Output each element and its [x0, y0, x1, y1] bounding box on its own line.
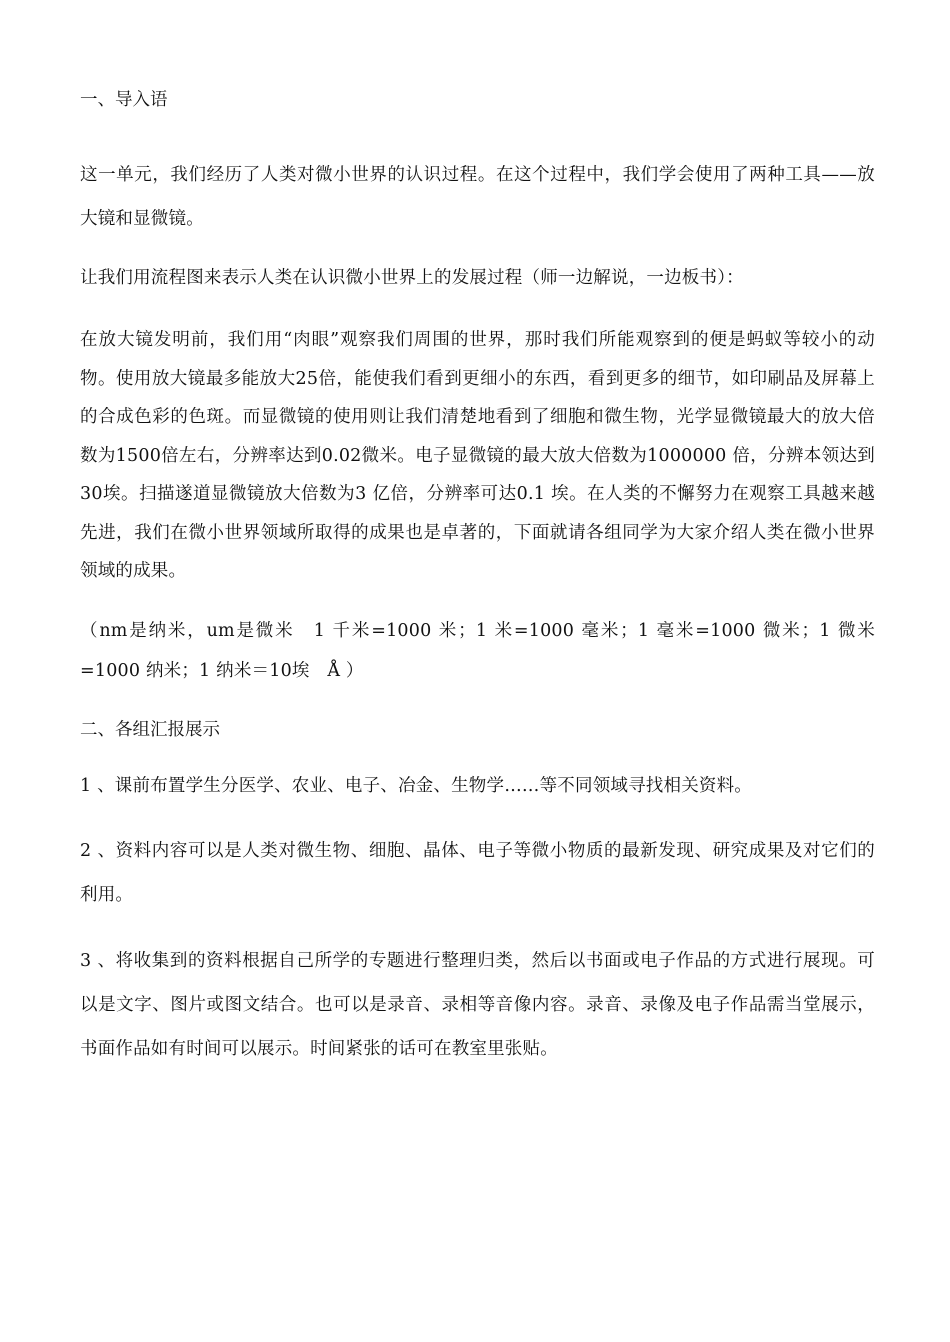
list-item-1: 1 、课前布置学生分医学、农业、电子、冶金、生物学……等不同领域寻找相关资料。: [80, 775, 752, 796]
list-item-3: 3 、将收集到的资料根据自己所学的专题进行整理归类，然后以书面或电子作品的方式进行展现。可以是文字、图片或图文结合。也可以是录音、录相等音像内容。录音、录像及电子作品需当堂展示，书面作品如有时间可以展示。时间紧张的话可在教室里张贴。: [80, 950, 875, 1059]
paragraph-flowchart-intro: 让我们用流程图来表示人类在认识微小世界上的发展过程（师一边解说，一边板书）：: [80, 268, 744, 288]
list-item-2: 2 、资料内容可以是人类对微生物、细胞、晶体、电子等微小物质的最新发现、研究成果及对它们的利用。: [80, 840, 875, 905]
paragraph-unit-summary: 这一单元，我们经历了人类对微小世界的认识过程。在这个过程中，我们学会使用了两种工具——放大镜和显微镜。: [80, 165, 875, 229]
paragraph-magnification-history: 在放大镜发明前，我们用“肉眼”观察我们周围的世界，那时我们所能观察到的便是蚂蚁等较小的动物。使用放大镜最多能放大25倍，能使我们看到更细小的东西，看到更多的细节，如印刷品及屏幕上的合成色彩的色斑。而显微镜的使用则让我们清楚地看到了细胞和微生物，光学显微镜最大的放大倍数为1500倍左右，分辨率达到0.02微米。电子显微镜的最大放大倍数为1000000 倍，分辨本领达到30埃。扫描遂道显微镜放大倍数为3 亿倍，分辨率可达0.1 埃。在人类的不懈努力在观察工具越来越先进，我们在微小世界领域所取得的成果也是卓著的，下面就请各组同学为大家介绍人类在微小世界领域的成果。: [80, 330, 875, 581]
paragraph-unit-conversions: （nm是纳米，um是微米 1 千米=1000 米；1 米=1000 毫米；1 毫米=1000 微米；1 微米=1000 纳米；1 纳米＝10埃 Å ）: [80, 620, 875, 681]
section-heading-intro: 一、导入语: [80, 90, 168, 110]
document-page: [80, 80, 875, 1071]
section-heading-group-reports: 二、各组汇报展示: [80, 719, 220, 740]
